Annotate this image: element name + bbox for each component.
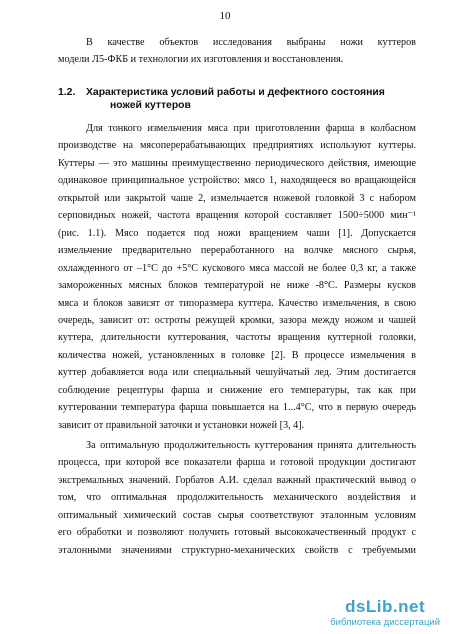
text-line: том, что оптимальная продолжительность механического воздействия и [58,492,416,504]
text-line: соблюдение рецептуры фарша и снижение его температуры, так как при [58,384,416,396]
text-line: оптимальный химический состав сырья соответствуют эталонным условиям [58,509,416,521]
section-number: 1.2. [58,87,76,98]
watermark-brand: dsLib.net [345,597,426,616]
text-line: замороженных мясных блоков температурой не ниже -8°С. Размеры кусков [58,280,416,292]
text-line: измельчение предварительно переработанного на волчке мясного сырья, [58,245,416,257]
watermark-logo [330,597,440,628]
text-line: экстремальных значений. Горбатов А.И. сделал важный практический вывод о [58,474,416,486]
text-line: эталонными значениями структурно-механических свойств с требуемыми [58,544,416,556]
text-line: (рис. 1.1). Мясо подается под ножи вращением чаши [1]. Допускается [58,227,416,239]
text-line: модели Л5-ФКБ и технологии их изготовления и восстановления. [58,54,344,66]
text-line: За оптимальную продолжительность куттерования принята длительность [86,440,416,451]
text-line: количества ножей, установленных в головке [2]. В процессе измельчения в [58,349,416,361]
body-paragraph [58,120,416,434]
text-line: открытой или закрытой чаше 2, измельчается ножевой головкой 3 с набором [58,192,416,204]
page-number: 10 [219,10,231,22]
text-line: охлажденного от –1°С до +5°С кускового мяса массой не более 0,3 кг, а также [58,262,416,274]
text-line: серповидных ножей, частота вращения которой составляет 1500÷5000 мин⁻¹ [58,210,416,222]
text-line: его обработки и позволяют получить готовый высококачественный продукт с [58,527,416,539]
text-line: куттеровании температура фарша повышается на 1...4°С, что в первую очередь [58,402,416,414]
text-line: В качестве объектов исследования выбраны ножи куттеров [86,37,416,48]
text-line: очередь, зависит от: остроты режущей кромки, зазора между ножом и чашей [58,314,416,326]
watermark-tagline: библиотека диссертаций [330,617,440,628]
text-line: куттер добавляется вода или специальный чешуйчатый лед. Этим достигается [58,367,416,379]
section-title-line: ножей куттеров [110,100,191,111]
section-title-line: Характеристика условий работы и дефектного состояния [86,87,385,98]
text-line: куттера, длительности куттерования, частоты вращения куттерной головки, [58,332,416,344]
text-line: производстве на мясоперерабатывающих предприятиях используют куттеры. [58,140,416,152]
body-paragraph [58,437,416,559]
text-line: мяса и блоков зависят от типоразмера куттера. Качество измельчения, в свою [58,297,416,309]
text-line: процесса, при которой все показатели фарша и готовой продукции достигают [58,457,416,469]
text-line: зависит от правильной заточки и установки ножей [3, 4]. [58,419,305,431]
text-line: одинаковое принципиальное устройство: мясо 1, находящееся во вращающейся [58,175,416,187]
intro-paragraph [58,34,416,69]
text-line: Куттеры — это машины преимущественно периодического действия, имеющие [58,157,416,169]
text-line: Для тонкого измельчения мяса при приготовлении фарша в колбасном [86,123,416,134]
